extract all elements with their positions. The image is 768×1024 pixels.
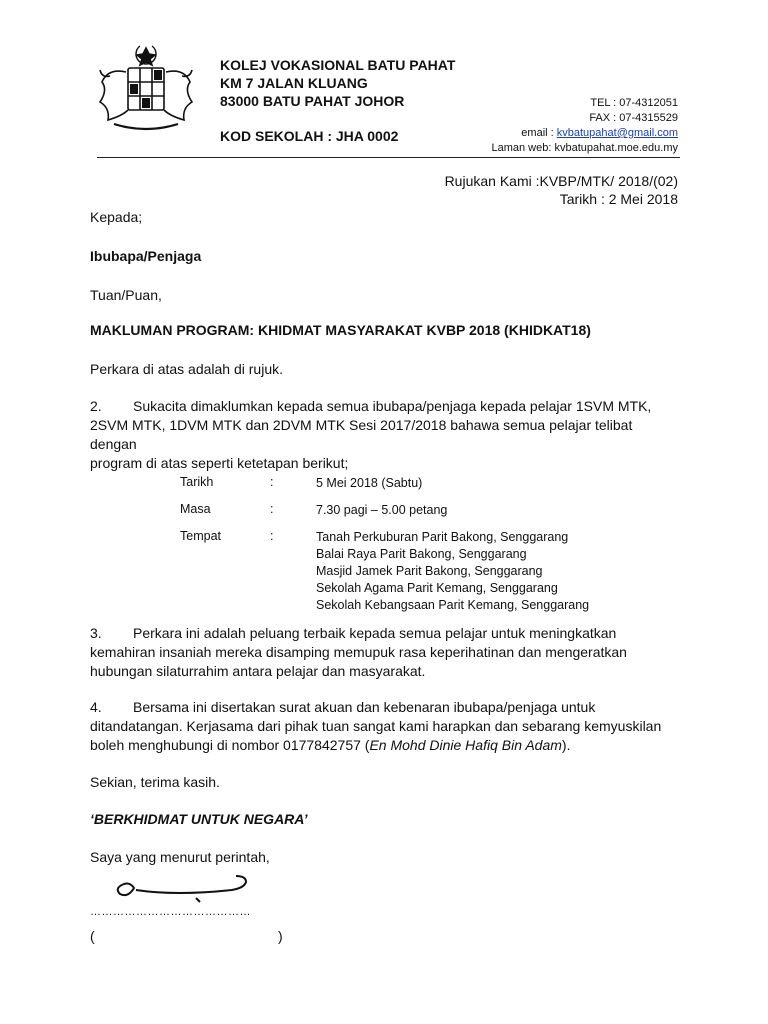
paragraph-4-number: 4. [90, 699, 102, 715]
contact-website: Laman web: kvbatupahat.moe.edu.my [491, 142, 678, 154]
contact-tel: TEL : 07-4312051 [590, 97, 678, 109]
tempat-item: Masjid Jamek Parit Bakong, Senggarang [316, 564, 543, 578]
paragraph-3-line-2: kemahiran insaniah mereka disamping memupuk rasa keperihatinan dan mengeratkan [90, 644, 627, 660]
email-label: email : [521, 127, 557, 139]
paragraph-2-line-2: 2SVM MTK, 1DVM MTK dan 2DVM MTK Sesi 2017/2018 bahawa semua pelajar telibat dengan [90, 417, 633, 452]
paragraph-3-line-1: Perkara ini adalah peluang terbaik kepada semua pelajar untuk meningkatkan [133, 625, 617, 641]
kepada-label: Kepada; [90, 209, 143, 225]
salutation: Tuan/Puan, [90, 287, 162, 303]
table-colon: : [270, 475, 274, 489]
tempat-item: Balai Raya Parit Bakong, Senggarang [316, 547, 527, 561]
email-link[interactable]: kvbatupahat@gmail.com [556, 127, 678, 139]
table-tarikh-label: Tarikh [180, 475, 214, 489]
recipient: Ibubapa/Penjaga [90, 248, 202, 264]
paragraph-4-line-1: Bersama ini disertakan surat akuan dan kebenaran ibubapa/penjaga untuk [133, 699, 596, 715]
paragraph-2 [90, 397, 680, 473]
tempat-item: Sekolah Kebangsaan Parit Kemang, Senggarang [316, 598, 590, 612]
paragraph-4 [90, 698, 680, 755]
coat-of-arms-logo [90, 42, 202, 134]
address-line-2: 83000 BATU PAHAT JOHOR [220, 93, 405, 109]
header-divider [97, 157, 680, 158]
school-code: KOD SEKOLAH : JHA 0002 [220, 128, 399, 144]
contact-fax: FAX : 07-4315529 [589, 112, 678, 124]
reference-number: Rujukan Kami :KVBP/MTK/ 2018/(02) [444, 173, 678, 189]
contact-email [521, 126, 678, 140]
table-tempat-values [316, 529, 589, 614]
motto: ‘BERKHIDMAT UNTUK NEGARA’ [90, 811, 308, 827]
letter-date: Tarikh : 2 Mei 2018 [559, 191, 678, 207]
table-tempat-label: Tempat [180, 529, 221, 543]
paragraph-3-line-3: hubungan silaturrahim antara pelajar dan masyarakat. [90, 663, 426, 679]
paragraph-3 [90, 624, 680, 681]
closing-line: Sekian, terima kasih. [90, 774, 220, 790]
table-colon: : [270, 502, 274, 516]
paragraph-4-line-3-end: ). [561, 737, 571, 753]
contact-person-name: En Mohd Dinie Hafiq Bin Adam [369, 737, 562, 753]
tempat-item: Tanah Perkuburan Parit Bakong, Senggarang [316, 530, 569, 544]
school-name: KOLEJ VOKASIONAL BATU PAHAT [220, 57, 456, 73]
paragraph-2-line-3: program di atas seperti ketetapan berikut; [90, 455, 349, 471]
paragraph-2-line-1: Sukacita dimaklumkan kepada semua ibubapa/penjaga kepada pelajar 1SVM MTK, [133, 398, 652, 414]
sign-off: Saya yang menurut perintah, [90, 849, 270, 865]
paragraph-3-number: 3. [90, 625, 102, 641]
name-bracket-open: ( [90, 928, 95, 944]
paragraph-1: Perkara di atas adalah di rujuk. [90, 361, 283, 377]
table-masa-value: 7.30 pagi – 5.00 petang [316, 503, 448, 517]
table-colon: : [270, 529, 274, 543]
school-address-block [220, 56, 455, 110]
subject-line: MAKLUMAN PROGRAM: KHIDMAT MASYARAKAT KVBP 2018 (KHIDKAT18) [90, 322, 591, 338]
table-tarikh-value: 5 Mei 2018 (Sabtu) [316, 476, 423, 490]
name-bracket-close: ) [278, 928, 283, 944]
paragraph-4-line-3: boleh menghubungi di nombor 0177842757 ( [90, 737, 370, 753]
paragraph-4-line-2: ditandatangan. Kerjasama dari pihak tuan sangat kami harapkan dan sebarang kemyuskilan [90, 718, 662, 734]
signature [110, 868, 260, 908]
tempat-item: Sekolah Agama Parit Kemang, Senggarang [316, 581, 558, 595]
signature-line: …………………………………… [90, 906, 251, 918]
paragraph-2-number: 2. [90, 398, 102, 414]
table-masa-label: Masa [180, 502, 211, 516]
address-line-1: KM 7 JALAN KLUANG [220, 75, 368, 91]
